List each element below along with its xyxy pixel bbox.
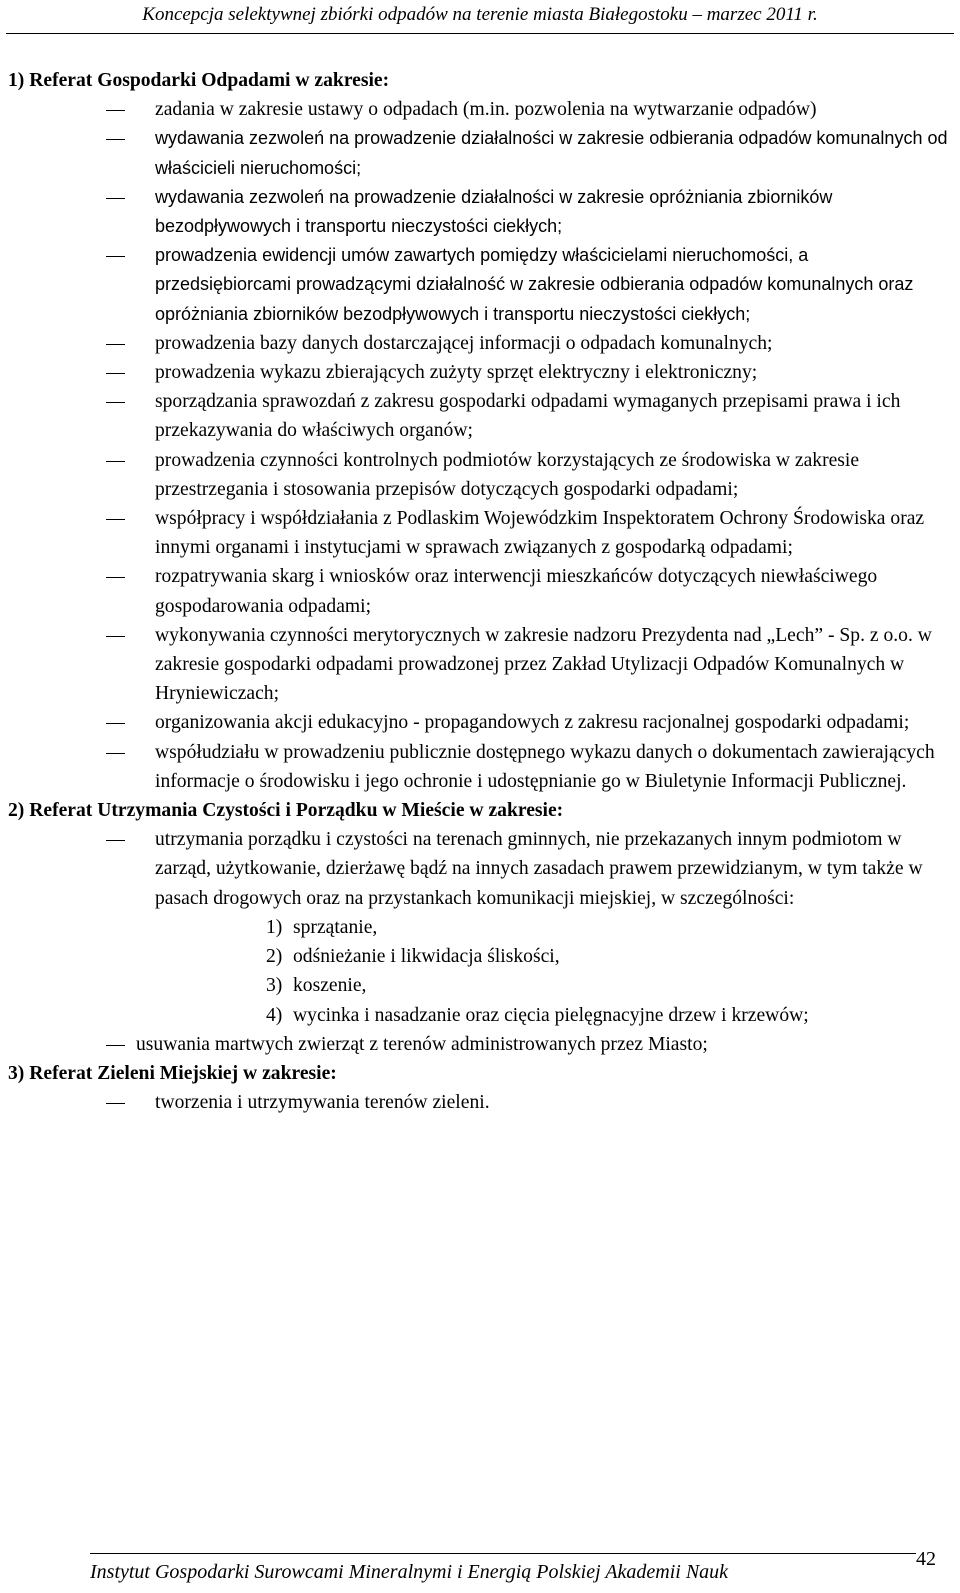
section-1-item: wydawania zezwoleń na prowadzenie działalności w zakresie opróżniania zbiorników bezodpływowych i transportu nieczystości ciekłych;	[8, 183, 953, 241]
section-1-item: wykonywania czynności merytorycznych w zakresie nadzoru Prezydenta nad „Lech” - Sp. z o.o. w zakresie gospodarki odpadami prowadzonej przez Zakład Utylizacji Odpadów Komunalnych w Hryniewiczach;	[8, 621, 953, 709]
dash-bullet	[106, 461, 125, 462]
section-2-subitem: 4) wycinka i nasadzanie oraz cięcia pielęgnacyjne drzew i krzewów;	[266, 1004, 809, 1026]
section-1-item: prowadzenia bazy danych dostarczającej informacji o odpadach komunalnych;	[8, 329, 953, 358]
dash-bullet	[106, 723, 125, 724]
section-2-item: utrzymania porządku i czystości na terenach gminnych, nie przekazanych innym podmiotom w zarząd, użytkowanie, dzierżawę bądź na innych zasadach prawem przewidzianym, w tym także w pasach drogowych oraz na przystankach komunikacji miejskiej, w szczególności:	[8, 825, 953, 913]
page-footer: Instytut Gospodarki Surowcami Mineralnymi i Energią Polskiej Akademii Nauk	[90, 1561, 729, 1583]
dash-bullet	[106, 577, 125, 578]
section-1-item: rozpatrywania skarg i wniosków oraz interwencji mieszkańców dotyczących niewłaściwego gospodarowania odpadami;	[8, 562, 953, 620]
section-2-subitem: 3) koszenie,	[266, 975, 367, 997]
section-2-heading: 2) Referat Utrzymania Czystości i Porządku w Mieście w zakresie:	[8, 800, 564, 822]
dash-bullet	[106, 753, 125, 754]
header-divider	[6, 33, 954, 34]
section-1-item: współudziału w prowadzeniu publicznie dostępnego wykazu danych o dokumentach zawierających informacje o środowisku i jego ochronie i udostępnianie go w Biuletynie Informacji Publicznej.	[8, 738, 953, 796]
dash-bullet	[106, 840, 125, 841]
dash-bullet	[106, 1103, 125, 1104]
section-1-item: prowadzenia czynności kontrolnych podmiotów korzystających ze środowiska w zakresie przestrzegania i stosowania przepisów dotyczących gospodarki odpadami;	[8, 446, 953, 504]
dash-bullet	[106, 373, 125, 374]
dash-bullet	[106, 1045, 125, 1046]
page-header: Koncepcja selektywnej zbiórki odpadów na terenie miasta Białegostoku – marzec 2011 r.	[142, 4, 818, 25]
dash-bullet	[106, 198, 125, 199]
section-3-heading: 3) Referat Zieleni Miejskiej w zakresie:	[8, 1062, 337, 1084]
document-body	[8, 66, 953, 1117]
section-3-item: tworzenia i utrzymywania terenów zieleni.	[8, 1088, 953, 1117]
section-1-heading: 1) Referat Gospodarki Odpadami w zakresie:	[8, 70, 390, 91]
footer-divider	[90, 1553, 916, 1554]
dash-bullet	[106, 402, 125, 403]
dash-bullet	[106, 110, 125, 111]
dash-bullet	[106, 344, 125, 345]
section-1-item: sporządzania sprawozdań z zakresu gospodarki odpadami wymaganych przepisami prawa i ich przekazywania do właściwych organów;	[8, 387, 953, 445]
dash-bullet	[106, 636, 125, 637]
dash-bullet	[106, 139, 125, 140]
section-1-item: prowadzenia ewidencji umów zawartych pomiędzy właścicielami nieruchomości, a przedsiębiorcami prowadzącymi działalność w zakresie odbierania odpadów komunalnych oraz opróżniania zbiorników bezodpływowych i transportu nieczystości ciekłych;	[8, 241, 953, 329]
section-1-list	[8, 95, 953, 796]
dash-bullet	[106, 519, 125, 520]
section-2-subitem: 2) odśnieżanie i likwidacja śliskości,	[266, 946, 560, 968]
section-1-item: wydawania zezwoleń na prowadzenie działalności w zakresie odbierania odpadów komunalnych od właścicieli nieruchomości;	[8, 124, 953, 182]
section-1-item: prowadzenia wykazu zbierających zużyty sprzęt elektryczny i elektroniczny;	[8, 358, 953, 387]
section-1-item: organizowania akcji edukacyjno - propagandowych z zakresu racjonalnej gospodarki odpadami;	[8, 708, 953, 737]
section-3-list	[8, 1088, 953, 1117]
section-2-list	[8, 825, 953, 1059]
section-1-item: współpracy i współdziałania z Podlaskim Wojewódzkim Inspektoratem Ochrony Środowiska oraz innymi organami i instytucjami w sprawach związanych z gospodarką odpadami;	[8, 504, 953, 562]
page-number: 42	[916, 1548, 936, 1570]
dash-bullet	[106, 256, 125, 257]
section-2-item: usuwania martwych zwierząt z terenów administrowanych przez Miasto;	[8, 1030, 953, 1059]
section-2-subitem: 1) sprzątanie,	[266, 916, 378, 938]
section-1-item: zadania w zakresie ustawy o odpadach (m.in. pozwolenia na wytwarzanie odpadów)	[8, 95, 953, 124]
